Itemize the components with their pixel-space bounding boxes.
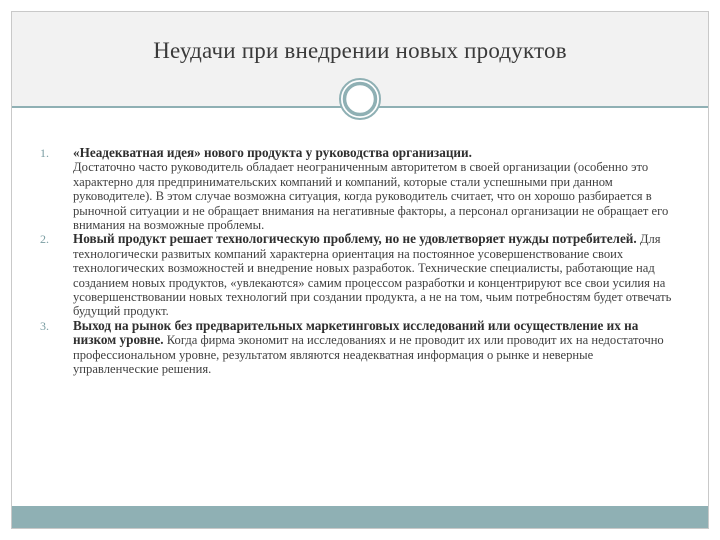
list-item-lead: Новый продукт решает технологическую проблему, но не удовлетворяет нужды потребителей. bbox=[73, 231, 637, 247]
list-item bbox=[40, 232, 676, 318]
list-item-number: 2. bbox=[40, 232, 49, 247]
list-item bbox=[40, 319, 676, 377]
list-item bbox=[40, 146, 676, 232]
problems-list bbox=[40, 146, 676, 377]
list-item-body: Для технологически развитых компаний характерна ориентация на постоянное усовершенствование своих технологических возможностей и внедрение новых разработок. Технические специалисты, работающие над созданием новых продуктов, «увлекаются» самим процессом разработки и концентрируют все свои усилия на усовершенствовании новых технологий при создании продукта, а не на том, чьим потребностям будет отвечать будущий продукт. bbox=[73, 232, 672, 319]
list-item-number: 1. bbox=[40, 146, 49, 160]
list-item-body: Достаточно часто руководитель обладает неограниченным авторитетом в своей организации (особенно это характерно для предпринимательских компаний и компаний, которые стали успешными при данном руководителе). В этом случае возможна ситуация, когда руководитель считает, что он хорошо разбирается в рыночной ситуации и не обращает внимания на негативные факторы, а персонал организации не обращает его внимания на возможные проблемы. bbox=[73, 160, 669, 233]
circle-ring-icon bbox=[338, 77, 382, 121]
list-item-lead: «Неадекватная идея» нового продукта у руководства организации. bbox=[73, 145, 472, 160]
bottom-accent-bar bbox=[12, 506, 708, 528]
list-item-lead: Выход на рынок без предварительных маркетинговых исследований или осуществление их на низком уровне. bbox=[73, 317, 639, 348]
list-item-number: 3. bbox=[40, 318, 49, 333]
slide-title: Неудачи при внедрении новых продуктов bbox=[153, 38, 567, 63]
list-item-body: Когда фирма экономит на исследованиях и не проводит их или проводит их на недостаточно профессиональном уровне, результатом являются неадекватная информация о рынке и неверные управленческие решения. bbox=[73, 333, 664, 377]
